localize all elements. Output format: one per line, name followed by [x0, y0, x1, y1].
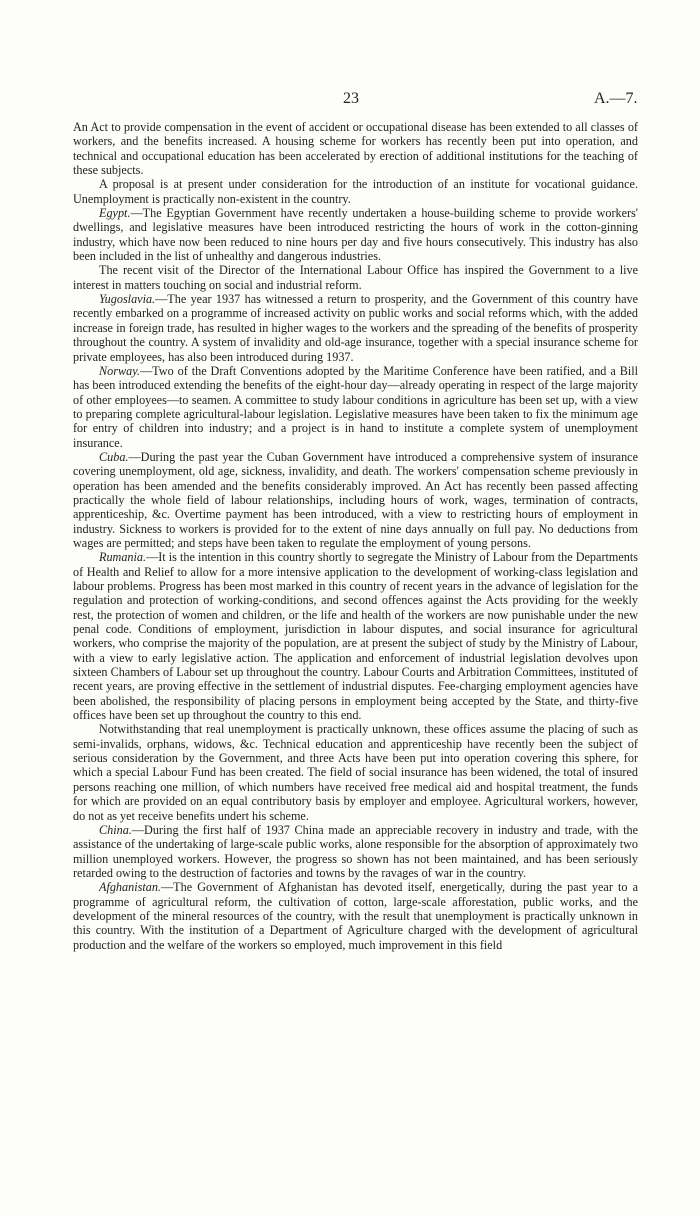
country-heading: Afghanistan. [99, 880, 161, 895]
paragraph [73, 450, 638, 550]
paragraph [73, 550, 638, 722]
country-heading: Cuba. [99, 449, 129, 464]
paragraph-text: —During the past year the Cuban Government have introduced a comprehensive system of insurance covering unemployment, old age, sickness, invalidity, and death. The workers' compensation scheme previously in operation has been amended and the benefits considerably improved. An Act has recently been passed affecting practically the whole field of labour relationships, including hours of work, wages, termination of contracts, apprenticeship, &c. Overtime payment has been introduced, with a view to restricting hours of employment in industry. Sickness to workers is provided for to the extent of nine days annually on full pay. No deductions from wages are permitted; and steps have been taken to regulate the employment of young persons. [73, 449, 638, 550]
paragraph-text: The recent visit of the Director of the International Labour Office has inspired the Government to a live interest in matters touching on social and industrial reform. [73, 263, 638, 292]
country-heading: Rumania. [99, 550, 147, 565]
paragraph [73, 364, 638, 450]
country-heading: Yugoslavia. [99, 292, 156, 307]
document-reference: A.—7. [594, 90, 638, 107]
paragraph [73, 823, 638, 880]
paragraph-text: —Two of the Draft Conventions adopted by the Maritime Conference have been ratified, and a Bill has been introduced extending the benefits of the eight-hour day—already operating in respect of the large majority of other employees—to seamen. A committee to study labour conditions in agriculture has been set up, with a view to preparing complete agricultural-labour legislation. Legislative measures have been taken to fix the minimum age for entry of children into industry; and a project is in hand to institute a complete system of unemployment insurance. [73, 363, 638, 450]
paragraph [73, 880, 638, 952]
paragraph [73, 292, 638, 364]
paragraph [73, 263, 638, 292]
paragraph [73, 206, 638, 263]
country-heading: Norway. [99, 363, 140, 378]
paragraph-text: —The Government of Afghanistan has devoted itself, energetically, during the past year to a programme of agricultural reform, the cultivation of cotton, large-scale afforestation, public works, and the development of the mineral resources of the country, with the result that unemployment is practically unknown in this country. With the institution of a Department of Agriculture charged with the development of agricultural production and the welfare of the workers so employed, much improvement in this field [73, 880, 638, 952]
country-heading: China. [99, 822, 132, 837]
body-text [73, 120, 638, 952]
paragraph-text: —During the first half of 1937 China made an appreciable recovery in industry and trade, with the assistance of the undertaking of large-scale public works, alone responsible for the absorption of approximately two million unemployed workers. However, the progress so shown has not been maintained, and has been seriously retarded owing to the destruction of factories and towns by the ravages of war in the country. [73, 822, 638, 880]
paragraph-text: —The Egyptian Government have recently undertaken a house-building scheme to provide workers' dwellings, and legislative measures have been introduced restricting the hours of work in the cotton-ginning industry, which have now been reduced to nine hours per day and five hours consecutively. This industry has also been included in the list of unhealthy and dangerous industries. [73, 206, 638, 264]
paragraph-text: An Act to provide compensation in the event of accident or occupational disease has been extended to all classes of workers, and the benefits increased. A housing scheme for workers has recently been put into operation, and technical and occupational education has been accelerated by erection of additional institutions for the teaching of these subjects. [73, 120, 638, 178]
paragraph-text: —The year 1937 has witnessed a return to prosperity, and the Government of this country have recently embarked on a programme of increased activity on public works and social reforms which, with the added increase in foreign trade, has resulted in higher wages to the workers and the spreading of the benefits of prosperity throughout the country. A system of invalidity and old-age insurance, together with a special insurance scheme for private employees, has also been introduced during 1937. [73, 292, 638, 364]
paragraph-text: A proposal is at present under consideration for the introduction of an institute for vocational guidance. Unemployment is practically non-existent in the country. [73, 177, 638, 206]
paragraph [73, 177, 638, 206]
paragraph-text: —It is the intention in this country shortly to segregate the Ministry of Labour from the Departments of Health and Relief to allow for a more intensive application to the development of working-class legislation and labour problems. Progress has been most marked in this country of recent years in the advance of legislation for the regulation and protection of working-conditions, and second offences against the Acts providing for the weekly rest, the protection of women and children, or the life and health of the workers are now punishable under the new penal code. Conditions of employment, jurisdiction in labour disputes, and social insurance for agricultural workers, who comprise the majority of the population, are at present the subject of study by the Ministry of Labour, with a view to early legislative action. The application and enforcement of industrial legislation devolves upon sixteen Chambers of Labour set up throughout the country. Labour Courts and Arbitration Committees, instituted of recent years, are proving effective in the settlement of industrial disputes. Fee-charging employment agencies have been abolished, the responsibility of placing persons in employment being accepted by the State, and thirty-five offices have been set up throughout the country to this end. [73, 550, 638, 723]
paragraph-text: Notwithstanding that real unemployment is practically unknown, these offices assume the placing of such as semi-invalids, orphans, widows, &c. Technical education and apprenticeship have recently been the subject of serious consideration by the Government, and three Acts have been put into operation covering this sphere, for which a special Labour Fund has been created. The field of social insurance has been widened, the total of insured persons reaching one million, of which numbers have received free medical aid and hospital treatment, the funds for which are provided on an equal contributory basis by employer and employee. Agricultural workers, however, do not as yet receive benefits undert his scheme. [73, 722, 638, 823]
paragraph [73, 722, 638, 822]
country-heading: Egypt. [99, 206, 131, 221]
page-number: 23 [343, 90, 359, 107]
paragraph [73, 120, 638, 177]
